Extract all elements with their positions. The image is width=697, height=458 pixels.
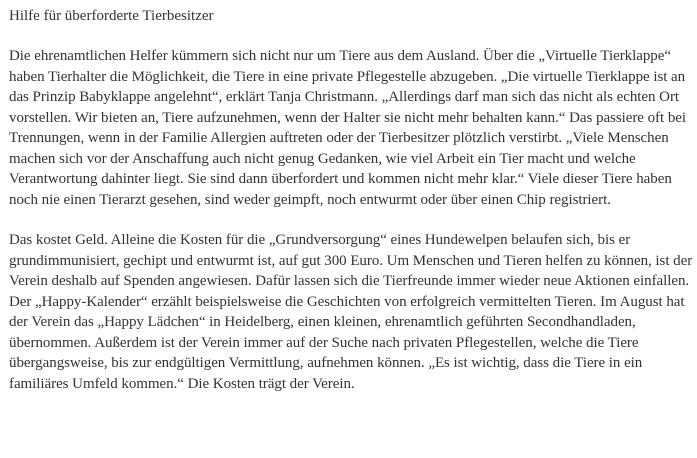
article-paragraph-1: Die ehrenamtlichen Helfer kümmern sich nicht nur um Tiere aus dem Ausland. Über die „Virtuelle Tierklappe“ haben Tierhalter die Möglichkeit, die Tiere in eine private Pflegestelle abzugeben. „Die virtuelle Tierklappe ist an das Prinzip Babyklappe angelehnt“, erklärt Tanja Christmann. „Allerdings darf man sich das nicht als echten Ort vorstellen. Wir bieten an, Tiere aufzunehmen, wenn der Halter sie nicht mehr behalten kann.“ Das passiere oft bei Trennungen, wenn in der Familie Allergien auftreten oder der Tierbesitzer plötzlich verstirbt. „Viele Menschen machen sich vor der Anschaffung auch nicht genug Gedanken, wie viel Arbeit ein Tier macht und welche Verantwortung dahinter liegt. Sie sind dann überfordert und kommen nicht mehr klar.“ Viele dieser Tiere haben noch nie einen Tierarzt gesehen, sind weder geimpft, noch entwurmt oder über einen Chip registriert. — [9, 48, 686, 208]
article-paragraph-2: Das kostet Geld. Alleine die Kosten für die „Grundversorgung“ eines Hundewelpen belaufen sich, bis er grundimmunisiert, gechipt und entwurmt ist, auf gut 300 Euro. Um Menschen und Tieren helfen zu können, ist der Verein deshalb auf Spenden angewiesen. Dafür lassen sich die Tierfreunde immer wieder neue Aktionen einfallen. Der „Happy-Kalender“ erzählt beispielsweise die Geschichten von erfolgreich vermittelten Tieren. Im August hat der Verein das „Happy Lädchen“ in Heidelberg, einen kleinen, ehrenamtlich geführten Secondhandladen, übernommen. Außerdem ist der Verein immer auf der Suche nach privaten Pflegestellen, welche die Tiere übergangsweise, bis zur endgültigen Vermittlung, aufnehmen können. „Es ist wichtig, dass die Tiere in ein familiäres Umfeld kommen.“ Die Kosten trägt der Verein. — [9, 232, 693, 392]
article — [9, 6, 693, 414]
article-headline: Hilfe für überforderte Tierbesitzer — [9, 8, 214, 24]
